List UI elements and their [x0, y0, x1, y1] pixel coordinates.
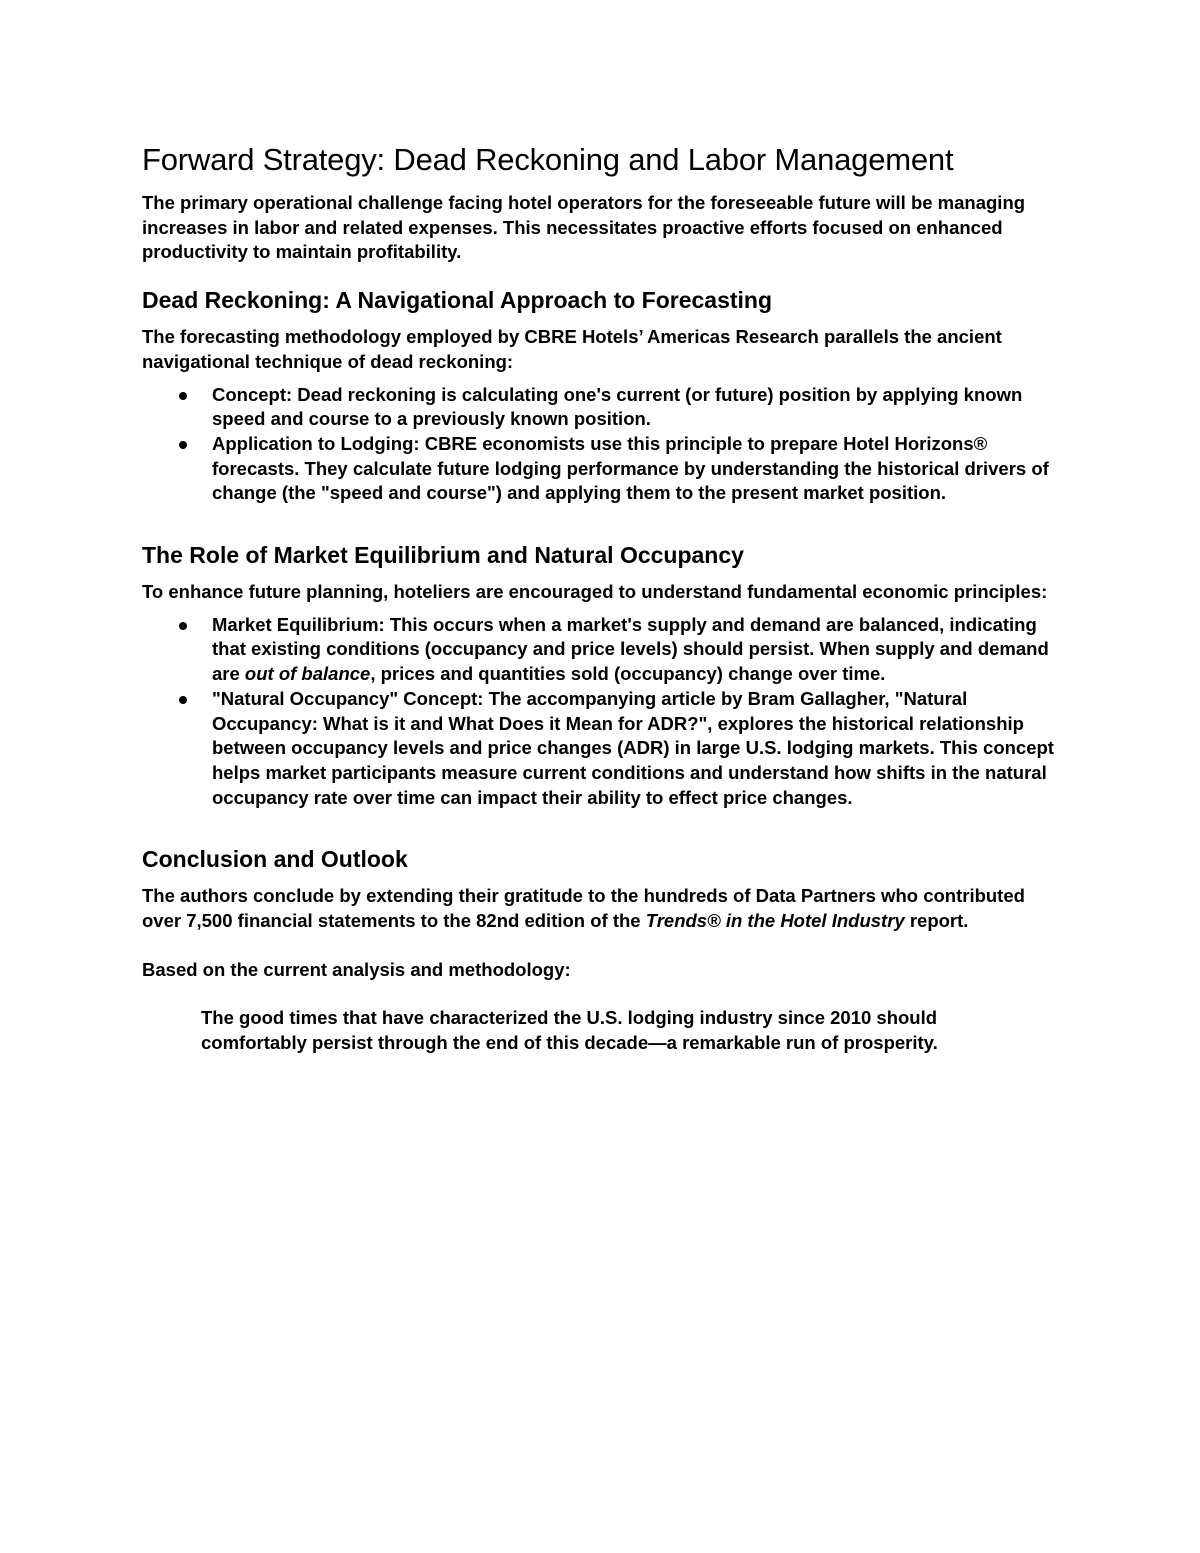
section-heading-market-equilibrium: The Role of Market Equilibrium and Natural Occupancy — [142, 542, 744, 569]
section-lead-dead-reckoning: The forecasting methodology employed by CBRE Hotels’ Americas Research parallels the ancient navigational technique of dead reckoning: — [142, 326, 1002, 372]
document-page — [142, 140, 1067, 1056]
list-item — [142, 613, 1067, 687]
conclusion-text-post: report. — [904, 910, 969, 932]
section-heading-conclusion: Conclusion and Outlook — [142, 846, 408, 873]
conclusion-text-pre: The authors conclude by extending their gratitude to the hundreds of Data Partners who contributed over 7,500 financial statements to the 82nd edition of the — [142, 885, 1025, 932]
bullet-icon — [179, 696, 187, 704]
conclusion-paragraph — [142, 884, 1067, 933]
list-item-text: Concept: Dead reckoning is calculating one's current (or future) position by applying known speed and course to a previously known position. — [212, 383, 1023, 430]
bullet-list-market-equilibrium — [142, 613, 1067, 811]
section-lead-market-equilibrium: To enhance future planning, hoteliers are encouraged to understand fundamental economic principles: — [142, 581, 1048, 603]
section-heading-dead-reckoning: Dead Reckoning: A Navigational Approach to Forecasting — [142, 287, 773, 314]
bullet-list-dead-reckoning — [142, 383, 1067, 507]
document-title: Forward Strategy: Dead Reckoning and Labor Management — [142, 142, 954, 177]
list-item-text: "Natural Occupancy" Concept: The accompanying article by Bram Gallagher, "Natural Occupancy: What is it and What Does it Mean for ADR?", explores the historical relationship between occupancy levels and price changes (ADR) in large U.S. lodging markets. This concept helps market participants measure current conditions and understand how shifts in the natural occupancy rate over time can impact their ability to effect price changes. — [212, 687, 1054, 808]
list-item — [142, 383, 1067, 432]
report-title-emphasis: Trends® in the Hotel Industry — [645, 910, 905, 932]
bullet-icon — [179, 441, 187, 449]
outlook-quote: The good times that have characterized the U.S. lodging industry since 2010 should comfortably persist through the end of this decade—a remarkable run of prosperity. — [201, 1007, 938, 1054]
list-item-emphasis: out of balance — [244, 663, 371, 685]
list-item-text: Application to Lodging: CBRE economists use this principle to prepare Hotel Horizons® forecasts. They calculate future lodging performance by understanding the historical drivers of change (the "speed and course") and applying them to the present market position. — [212, 432, 1049, 504]
bullet-icon — [179, 622, 187, 630]
list-item-text-pre: Market Equilibrium: This occurs when a market's supply and demand are balanced, indicating that existing conditions (occupancy and price levels) should persist. When supply and demand are — [212, 613, 1049, 685]
intro-paragraph: The primary operational challenge facing hotel operators for the foreseeable future will be managing increases in labor and related expenses. This necessitates proactive efforts focused on enhanced productivity to maintain profitability. — [142, 192, 1026, 263]
bullet-icon — [179, 392, 187, 400]
list-item-text-post: , prices and quantities sold (occupancy) change over time. — [370, 663, 886, 685]
list-item — [142, 687, 1067, 811]
list-item — [142, 432, 1067, 506]
methodology-paragraph: Based on the current analysis and methodology: — [142, 958, 571, 980]
